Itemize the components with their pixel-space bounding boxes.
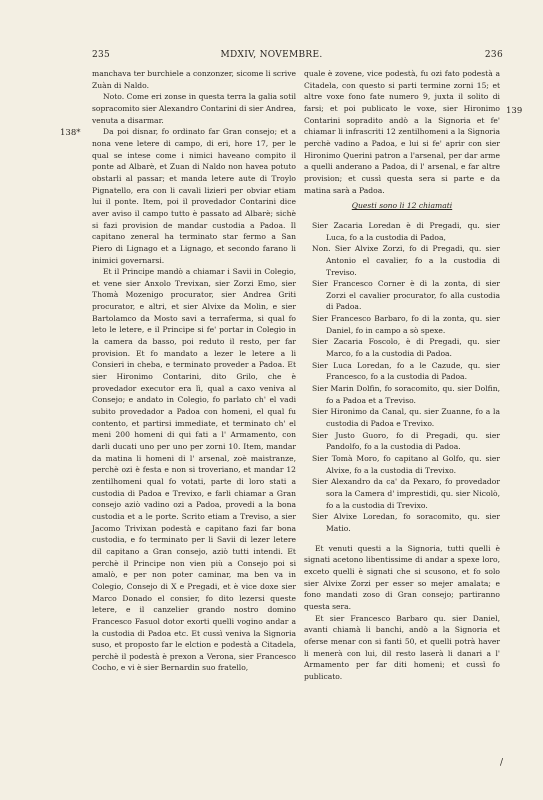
list-item: Sier Justo Guoro, fo di Pregadi, qu. sier Pandolfo, fo a la custodia di Padoa.	[312, 430, 500, 452]
stray-mark: /	[500, 758, 504, 768]
margin-number-right: 139	[506, 106, 523, 116]
list-item: Sier Alexandro da ca' da Pexaro, fo provedador sora la Camera d' imprestidi, qu. sier Nicolò, fo a la custodia di Trevixo.	[312, 477, 500, 510]
list-item: Sier Zacaria Foscolo, è di Pregadi, qu. sier Marco, fo a la custodia di Padoa.	[312, 337, 500, 359]
paragraph: manchava ter burchiele a conzonzer, sicome li scrive Zuàn di Naldo.	[92, 69, 296, 90]
paragraph: quale è zovene, vice podestà, fu ozi fato podestà a Citadela, con questo si parti termine zorni 15; et altre voxe fono fate numero 9, juxta il solito di farsi; et poi publicato le voxe, sier Hironimo Contarini sopradito andò a la Signoria et fe' chiamar li infrascriti 12 zentilhomeni a la Signoria perchè vadino a Padoa, e lui si fe' aprir con sier Hironimo Querini patron a l'arsenal, per dar arme a quelli anderano a Padoa, di l' arsenal, e far altre provision; et cussì questa sera si parte e da matina sarà a Padoa.	[304, 69, 500, 195]
paragraph: Da poi disnar, fo ordinato far Gran consejo; et a nona vene letere di campo, di eri, hore 17, per le qual se intese come i nimici haveano compito il ponte ad Albarè, et Zuan di Naldo non havea potuto obstarli al passar; et manda letere aute di Troylo Pignatello, era con li cavali lizieri per obviar etiam lui il ponte. Item, poi il provedador Contarini dice aver aviso il campo tutto è passato ad Albarè; sichè si fazi provision de mandar custodia a Padoa. Il capitano zeneral ha terminato star fermo a San Piero di Lignago et a Lignago, et secondo farano li inimici governarsi.	[92, 127, 296, 265]
list-item: Sier Alvixe Loredan, fo soracomito, qu. sier Matio.	[312, 512, 500, 533]
list-item: Sier Francesco Barbaro, fo di la zonta, qu. sier Daniel, fo in campo a sò spexe.	[312, 314, 500, 335]
margin-number-left: 138*	[60, 128, 81, 138]
paragraph: Et venuti questi a la Signoria, tutti quelli è signati acetono libentissime di andar a spexe loro, exceto quelli è signati che si scusono, et fo solo sier Alvixe Zorzi per esser so mejer amalata; e fono mandati zoso di Gran consejo; partiranno questa sera.	[304, 543, 500, 611]
list-item: Sier Marin Dolfin, fo soracomito, qu. sier Dolfin, fo a Padoa et a Treviso.	[312, 384, 500, 405]
left-column	[92, 68, 296, 674]
names-list	[304, 220, 500, 535]
list-heading: Questi sono li 12 chiamati	[351, 201, 453, 211]
paragraph: Noto. Come eri zonse in questa terra la galia sotil sopracomito sier Alexandro Contarini di sier Andrea, venuta a disarmar.	[92, 92, 296, 125]
paragraph: Et il Principe mandò a chiamar i Savii in Colegio, et vene sier Anxolo Trevixan, sier Zorzi Emo, sier Thomà Mozenigo procurator, sier Andrea Griti procurator, e altri, et sier Alvixe da Molin, e sier Bartolamco da Mosto savi a terraferma, si qual fo leto le letere, e il Principe si fe' portar in Colegio in la camera da basso, poi reduto il resto, per far provision. Et fo mandato a lezer le letere a li Consieri in cheba, e terminato proveder a Padoa. Et sier Hironimo Contarini, dito Grilo, che è provedador executor era lì, qual a caxo veniva al Consejo; e andato in Colegio, fo parlato ch' el vadi subito provedador a Padoa con homeni, el qual fu contento, et partirsi immediate, et terminato ch' el meni 200 homeni di qui fati a l' Armamento, con darli ducati uno per uno per zorni 10. Item, mandar da matina li homeni di l' arsenal, zoè maistranze, perchè ozi è festa e non si troveriano, et mandar 12 zentilhomeni qual fo votati, parte di loro stati a custodia di Padoa e Trevixo, e farli chiamar a Gran consejo aziò vadino ozi a Padoa, provedi a la bona custodia et a le porte. Scrito etiam a Treviso, a sier Jacomo Trivixan podestà e capitano fazi far bona custodia, e fo terminato per li Savii di lezer letere dil capitano a Gran consejo, aziò tutti intendi. Et perchè il Principe non vien più a Consejo poi si amalò, e per non poter caminar, ma ben va in Colegio, Consejo di X e Pregadi, et è vice doxe sier Marco Donado el consier, fo dito lezersi queste letere, e il canzelier grando nostro domino Francesco Fasuol dotor exorti quelli vogino andar a la custodia di Padoa etc. Et cussì veniva la Signoria suso, et proposto far le elction e podestà a Citadela, perchè il podestà è prexon a Verona, sier Francesco Cocho, e vi è sier Bernardin suo fratello,	[92, 267, 296, 673]
list-item: Sier Tomà Moro, fo capitano al Golfo, qu. sier Alvixe, fo a la custodia di Trevixo.	[312, 454, 500, 475]
paragraph: Et sier Francesco Barbaro qu. sier Daniel, avanti chiamà li banchi, andò a la Signoria et oferse menar con si fanti 50, et quelli potrà haver li menerà con lui, dil resto laserà li danari a l' Armamento per far diti homeni; et cussì fo publicato.	[304, 613, 500, 681]
list-item: Sier Hironimo da Canal, qu. sier Zuanne, fo a la custodia di Padoa e Trevixo.	[312, 407, 500, 429]
list-item: Non. Sier Alvixe Zorzi, fo di Pregadi, qu. sier Antonio el cavalier, fo a la custodia di Treviso.	[312, 244, 500, 277]
page-number-right: 236	[484, 50, 503, 60]
list-item: Sier Francesco Corner è di la zonta, di sier Zorzi el cavalier procurator, fo alla custodia di Padoa.	[312, 279, 500, 312]
list-item: Sier Zacaria Loredan è di Pregadi, qu. sier Luca, fo a la custodia di Padoa,	[312, 220, 500, 242]
page-number-left: 235	[92, 50, 111, 60]
list-item: Sier Luca Loredan, fo a le Cazude, qu. sier Francesco, fo a la custodia di Padoa.	[312, 360, 500, 382]
running-title: MDXIV, NOVEMBRE.	[220, 50, 323, 60]
right-column	[304, 68, 500, 682]
